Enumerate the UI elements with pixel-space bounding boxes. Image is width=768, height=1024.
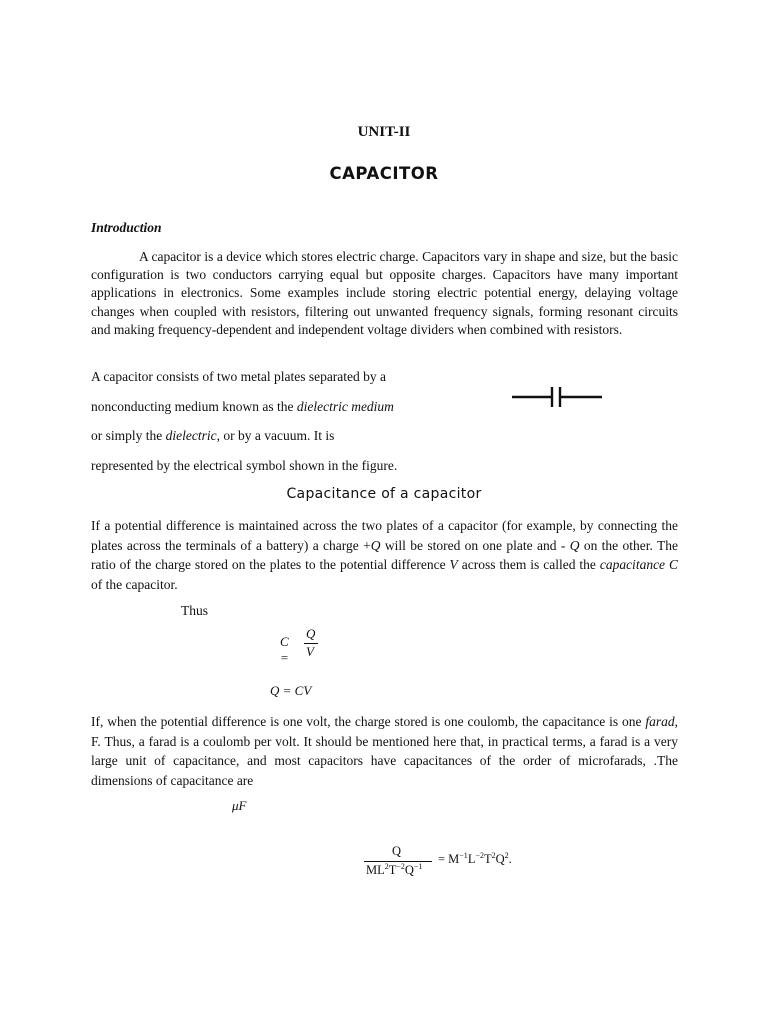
dim-eq-m: = M: [438, 852, 460, 866]
dim-exp: −1: [459, 851, 468, 860]
capacitance-text-c: on the other. The ratio of the charge stored on the plates to the potential difference: [91, 537, 678, 572]
side-text-dielectric-medium: dielectric medium: [296, 399, 394, 414]
section-heading-introduction: Introduction: [91, 220, 162, 235]
farad-term: farad: [645, 714, 675, 729]
equation-denominator: V: [306, 644, 314, 659]
side-text-line-3-post: , or by a vacuum. It is: [216, 428, 335, 443]
thus-label: Thus: [181, 603, 208, 618]
farad-paragraph: [91, 712, 678, 790]
dim-t: T: [388, 863, 397, 877]
capacitance-text-a: If a potential difference is maintained across the two plates of a capacitor (for example, by connecting the plates across the terminals of a battery) a charge +: [91, 518, 678, 553]
capacitor-symbol-icon: [512, 385, 604, 409]
dim-t: T: [483, 852, 492, 866]
equation-q-equals-cv: Q = CV: [270, 683, 312, 698]
intro-paragraph: A capacitor is a device which stores electric charge. Capacitors vary in shape and size, but the basic configuration is two conductors carrying equal but opposite charges. Capacitors have many important applications in electronics. Some examples include storing electric potential energy, delaying voltage changes when coupled with resistors, filtering out unwanted frequency signals, forming resonant circuits and making frequency-dependent and independent voltage dividers when combined with resistors.: [91, 249, 678, 337]
side-text-line-2: [91, 399, 394, 415]
dim-ml: ML: [366, 863, 385, 877]
dim-l: L: [467, 852, 476, 866]
capacitance-paragraph: [91, 516, 678, 594]
side-text-line-1: A capacitor consists of two metal plates separated by a: [91, 369, 387, 384]
dim-q: Q: [495, 852, 505, 866]
capacitance-text-d: across them is called the: [457, 557, 600, 572]
symbol-q: Q: [569, 537, 580, 553]
dim-exp: 2: [491, 851, 496, 860]
side-text-dielectric: dielectric: [165, 428, 217, 443]
capacitance-text-e: of the capacitor.: [91, 576, 178, 592]
equation-numerator: Q: [306, 626, 316, 641]
page-title: CAPACITOR: [329, 164, 439, 183]
farad-text-b: , F. Thus, a farad is a coulomb per volt. It should be mentioned here that, in practical terms, a farad is a very large unit of capacitance, and most capacitors have capacitances of the order of microfarads, .The dimensions of capacitance are: [91, 714, 678, 788]
unit-heading: UNIT-II: [357, 124, 411, 140]
dim-period: .: [508, 852, 512, 866]
dimensions-result: [438, 852, 512, 867]
equation-lhs: C =: [280, 634, 289, 665]
dim-q: Q: [404, 863, 414, 877]
side-text-line-3-pre: or simply the: [91, 428, 166, 443]
side-text-line-3: [91, 428, 334, 444]
dim-exp: −2: [396, 862, 405, 871]
symbol-v: V: [449, 557, 458, 572]
dim-exp: 2: [504, 851, 509, 860]
capacitance-c-term: capacitance C: [599, 557, 678, 572]
dimensions-denominator: [366, 863, 422, 878]
dim-exp: −1: [413, 862, 423, 871]
side-text-line-2-plain: nonconducting medium known as the: [91, 399, 297, 414]
symbol-q: Q: [370, 537, 381, 553]
dim-exp: 2: [384, 862, 389, 871]
capacitance-text-b: will be stored on one plate and -: [380, 537, 570, 553]
microfarad-symbol: μF: [232, 798, 247, 813]
side-text-line-4: represented by the electrical symbol shown in the figure.: [91, 458, 398, 473]
farad-text-a: If, when the potential difference is one volt, the charge stored is one coulomb, the capacitance is one: [91, 714, 646, 729]
dimensions-equation: [364, 844, 544, 888]
dimensions-numerator: Q: [392, 844, 402, 858]
section-heading-capacitance: Capacitance of a capacitor: [286, 486, 482, 502]
dim-exp: −2: [475, 851, 484, 860]
